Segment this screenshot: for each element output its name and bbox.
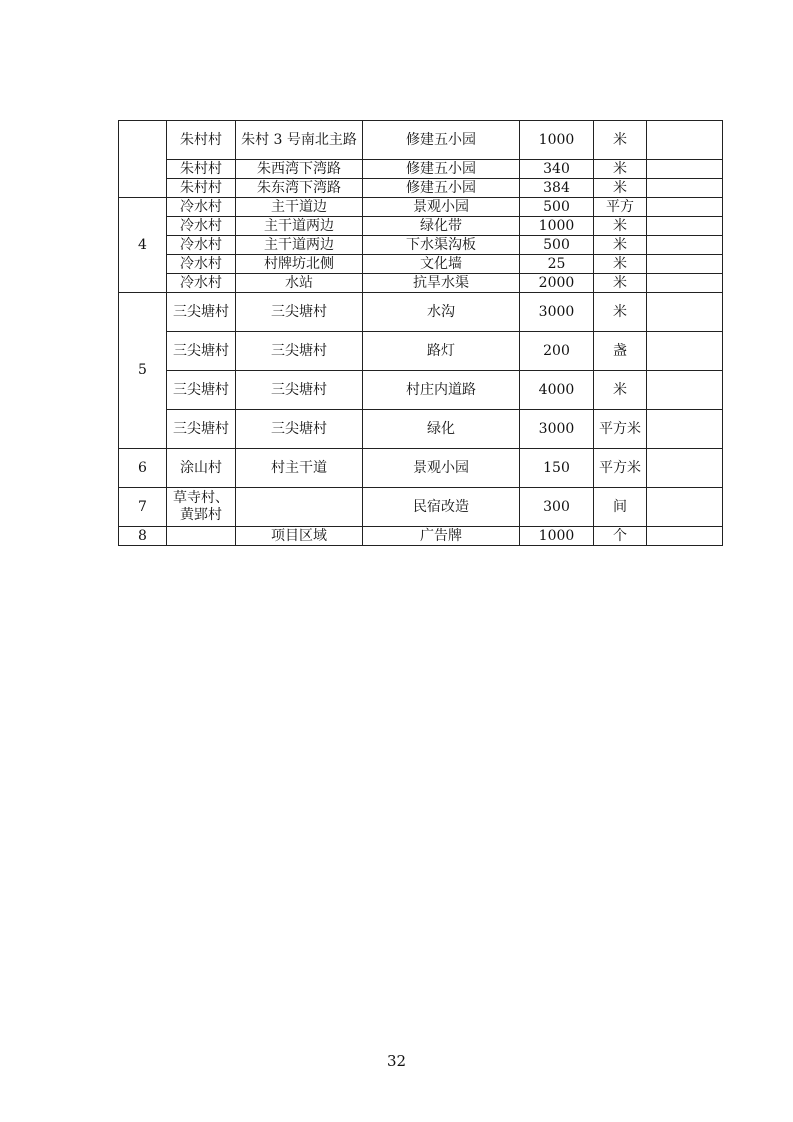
table-row — [119, 410, 723, 449]
unit-cell: 米 — [594, 179, 647, 198]
project-cell: 修建五小园 — [363, 179, 520, 198]
note-cell — [647, 121, 723, 160]
village-cell: 朱村村 — [167, 179, 236, 198]
project-cell: 民宿改造 — [363, 488, 520, 527]
village-cell: 朱村村 — [167, 121, 236, 160]
note-cell — [647, 236, 723, 255]
unit-cell: 米 — [594, 236, 647, 255]
project-cell: 修建五小园 — [363, 121, 520, 160]
unit-cell: 米 — [594, 255, 647, 274]
group-number-cell: 6 — [119, 449, 167, 488]
project-cell: 绿化 — [363, 410, 520, 449]
quantity-cell: 25 — [520, 255, 594, 274]
note-cell — [647, 160, 723, 179]
unit-cell: 米 — [594, 274, 647, 293]
project-cell: 村庄内道路 — [363, 371, 520, 410]
project-cell: 绿化带 — [363, 217, 520, 236]
group-number-cell: 7 — [119, 488, 167, 527]
village-cell — [167, 527, 236, 546]
table-row — [119, 160, 723, 179]
quantity-cell: 200 — [520, 332, 594, 371]
project-cell: 广告牌 — [363, 527, 520, 546]
quantity-cell: 150 — [520, 449, 594, 488]
quantity-cell: 384 — [520, 179, 594, 198]
note-cell — [647, 217, 723, 236]
location-cell: 主干道两边 — [236, 217, 363, 236]
page-number: 32 — [386, 1052, 407, 1070]
table-row — [119, 293, 723, 332]
unit-cell: 米 — [594, 160, 647, 179]
table-row — [119, 217, 723, 236]
note-cell — [647, 293, 723, 332]
table-row — [119, 449, 723, 488]
unit-cell: 平方米 — [594, 449, 647, 488]
note-cell — [647, 371, 723, 410]
project-cell: 下水渠沟板 — [363, 236, 520, 255]
location-cell: 三尖塘村 — [236, 410, 363, 449]
note-cell — [647, 255, 723, 274]
table-row — [119, 121, 723, 160]
location-cell: 主干道两边 — [236, 236, 363, 255]
location-cell: 三尖塘村 — [236, 332, 363, 371]
village-cell: 三尖塘村 — [167, 332, 236, 371]
location-cell: 水站 — [236, 274, 363, 293]
unit-cell: 平方 — [594, 198, 647, 217]
quantity-cell: 340 — [520, 160, 594, 179]
note-cell — [647, 179, 723, 198]
quantity-cell: 1000 — [520, 121, 594, 160]
quantity-cell: 3000 — [520, 293, 594, 332]
village-cell: 冷水村 — [167, 217, 236, 236]
location-cell — [236, 488, 363, 527]
table-row — [119, 274, 723, 293]
unit-cell: 米 — [594, 293, 647, 332]
project-cell: 文化墙 — [363, 255, 520, 274]
village-cell: 涂山村 — [167, 449, 236, 488]
quantity-cell: 500 — [520, 236, 594, 255]
location-cell: 三尖塘村 — [236, 293, 363, 332]
table-row — [119, 332, 723, 371]
location-cell: 三尖塘村 — [236, 371, 363, 410]
location-cell: 朱东湾下湾路 — [236, 179, 363, 198]
village-cell: 冷水村 — [167, 255, 236, 274]
note-cell — [647, 488, 723, 527]
project-cell: 景观小园 — [363, 449, 520, 488]
location-cell: 村牌坊北侧 — [236, 255, 363, 274]
location-cell: 村主干道 — [236, 449, 363, 488]
note-cell — [647, 449, 723, 488]
project-cell: 路灯 — [363, 332, 520, 371]
village-cell: 三尖塘村 — [167, 410, 236, 449]
table-row — [119, 488, 723, 527]
village-cell: 草寺村、黄郢村 — [167, 488, 236, 527]
table-row — [119, 236, 723, 255]
project-cell: 景观小园 — [363, 198, 520, 217]
village-cell: 三尖塘村 — [167, 293, 236, 332]
location-cell: 项目区域 — [236, 527, 363, 546]
quantity-cell: 3000 — [520, 410, 594, 449]
group-number-cell: 4 — [119, 198, 167, 293]
group-number-cell: 5 — [119, 293, 167, 449]
village-cell: 冷水村 — [167, 274, 236, 293]
quantity-cell: 300 — [520, 488, 594, 527]
unit-cell: 间 — [594, 488, 647, 527]
quantity-cell: 500 — [520, 198, 594, 217]
group-number-cell: 8 — [119, 527, 167, 546]
table-row — [119, 255, 723, 274]
unit-cell: 米 — [594, 121, 647, 160]
group-number-cell — [119, 121, 167, 198]
note-cell — [647, 274, 723, 293]
village-cell: 冷水村 — [167, 198, 236, 217]
table-row — [119, 371, 723, 410]
note-cell — [647, 332, 723, 371]
unit-cell: 盏 — [594, 332, 647, 371]
note-cell — [647, 527, 723, 546]
location-cell: 主干道边 — [236, 198, 363, 217]
quantity-cell: 2000 — [520, 274, 594, 293]
location-cell: 朱西湾下湾路 — [236, 160, 363, 179]
quantity-cell: 1000 — [520, 217, 594, 236]
village-cell: 朱村村 — [167, 160, 236, 179]
project-cell: 水沟 — [363, 293, 520, 332]
village-cell: 三尖塘村 — [167, 371, 236, 410]
note-cell — [647, 198, 723, 217]
quantity-cell: 4000 — [520, 371, 594, 410]
unit-cell: 平方米 — [594, 410, 647, 449]
project-cell: 修建五小园 — [363, 160, 520, 179]
location-cell: 朱村 3 号南北主路 — [236, 121, 363, 160]
table-row — [119, 198, 723, 217]
note-cell — [647, 410, 723, 449]
unit-cell: 个 — [594, 527, 647, 546]
quantity-cell: 1000 — [520, 527, 594, 546]
unit-cell: 米 — [594, 217, 647, 236]
project-cell: 抗旱水渠 — [363, 274, 520, 293]
village-cell: 冷水村 — [167, 236, 236, 255]
unit-cell: 米 — [594, 371, 647, 410]
project-table — [118, 120, 723, 546]
table-row — [119, 527, 723, 546]
table-row — [119, 179, 723, 198]
